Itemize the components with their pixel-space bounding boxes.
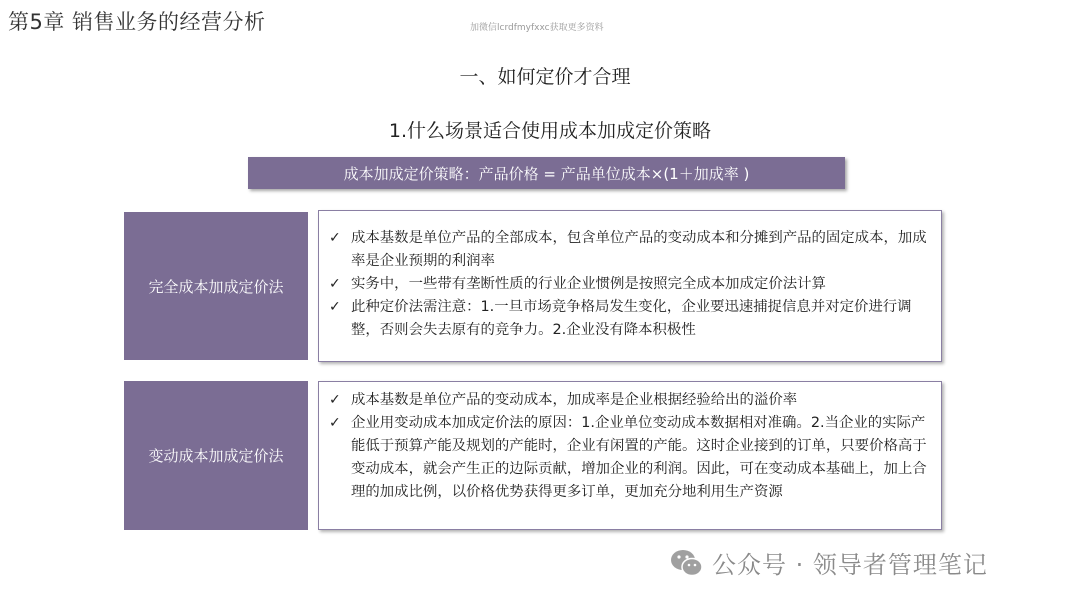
method-label-variable-cost bbox=[124, 381, 308, 530]
bullet-text: 企业用变动成本加成定价法的原因：1.企业单位变动成本数据相对准确。2.当企业的实际产能低于预算产能及规划的产能时，企业有闲置的产能。这时企业接到的订单，只要价格高于变动成本，就会产生正的边际贡献，增加企业的利润。因此，可在变动成本基础上，加上合理的加成比例，以价格优势获得更多订单，更加充分地利用生产资源 bbox=[351, 415, 927, 500]
sub-title: 1.什么场景适合使用成本加成定价策略 bbox=[388, 120, 712, 142]
bullet-item bbox=[329, 227, 933, 273]
method-description-variable-cost bbox=[318, 381, 942, 530]
wechat-icon bbox=[670, 548, 704, 578]
wechat-account-watermark bbox=[670, 545, 988, 580]
section-title: 一、如何定价才合理 bbox=[459, 66, 631, 88]
check-icon: ✓ bbox=[329, 415, 341, 431]
check-icon: ✓ bbox=[329, 392, 341, 408]
bullet-text: 成本基数是单位产品的全部成本，包含单位产品的变动成本和分摊到产品的固定成本，加成率是企业预期的利润率 bbox=[351, 230, 927, 269]
bullet-item bbox=[329, 412, 933, 504]
check-icon: ✓ bbox=[329, 299, 341, 315]
check-icon: ✓ bbox=[329, 230, 341, 246]
bullet-text: 实务中，一些带有垄断性质的行业企业惯例是按照完全成本加成定价法计算 bbox=[351, 276, 826, 292]
method-label-text: 变动成本加成定价法 bbox=[148, 447, 284, 465]
check-icon: ✓ bbox=[329, 276, 341, 292]
watermark-text: 加微信lcrdfmyfxxc获取更多资料 bbox=[470, 23, 604, 33]
formula-banner bbox=[248, 157, 845, 189]
formula-text: 成本加成定价策略：产品价格 = 产品单位成本×(1＋加成率 ) bbox=[343, 164, 750, 183]
bullet-text: 此种定价法需注意：1.一旦市场竞争格局发生变化，企业要迅速捕捉信息并对定价进行调整，否则会失去原有的竞争力。2.企业没有降本积极性 bbox=[351, 299, 912, 338]
chapter-title: 第5章 销售业务的经营分析 bbox=[8, 10, 266, 34]
bullet-item bbox=[329, 389, 933, 412]
method-label-text: 完全成本加成定价法 bbox=[148, 277, 284, 296]
bullet-item bbox=[329, 296, 933, 342]
bullet-text: 成本基数是单位产品的变动成本，加成率是企业根据经验给出的溢价率 bbox=[351, 392, 798, 408]
bullet-item bbox=[329, 273, 933, 296]
method-description-full-cost bbox=[318, 210, 942, 362]
wechat-account-name: 公众号 · 领导者管理笔记 bbox=[712, 551, 988, 579]
method-label-full-cost bbox=[124, 212, 308, 360]
